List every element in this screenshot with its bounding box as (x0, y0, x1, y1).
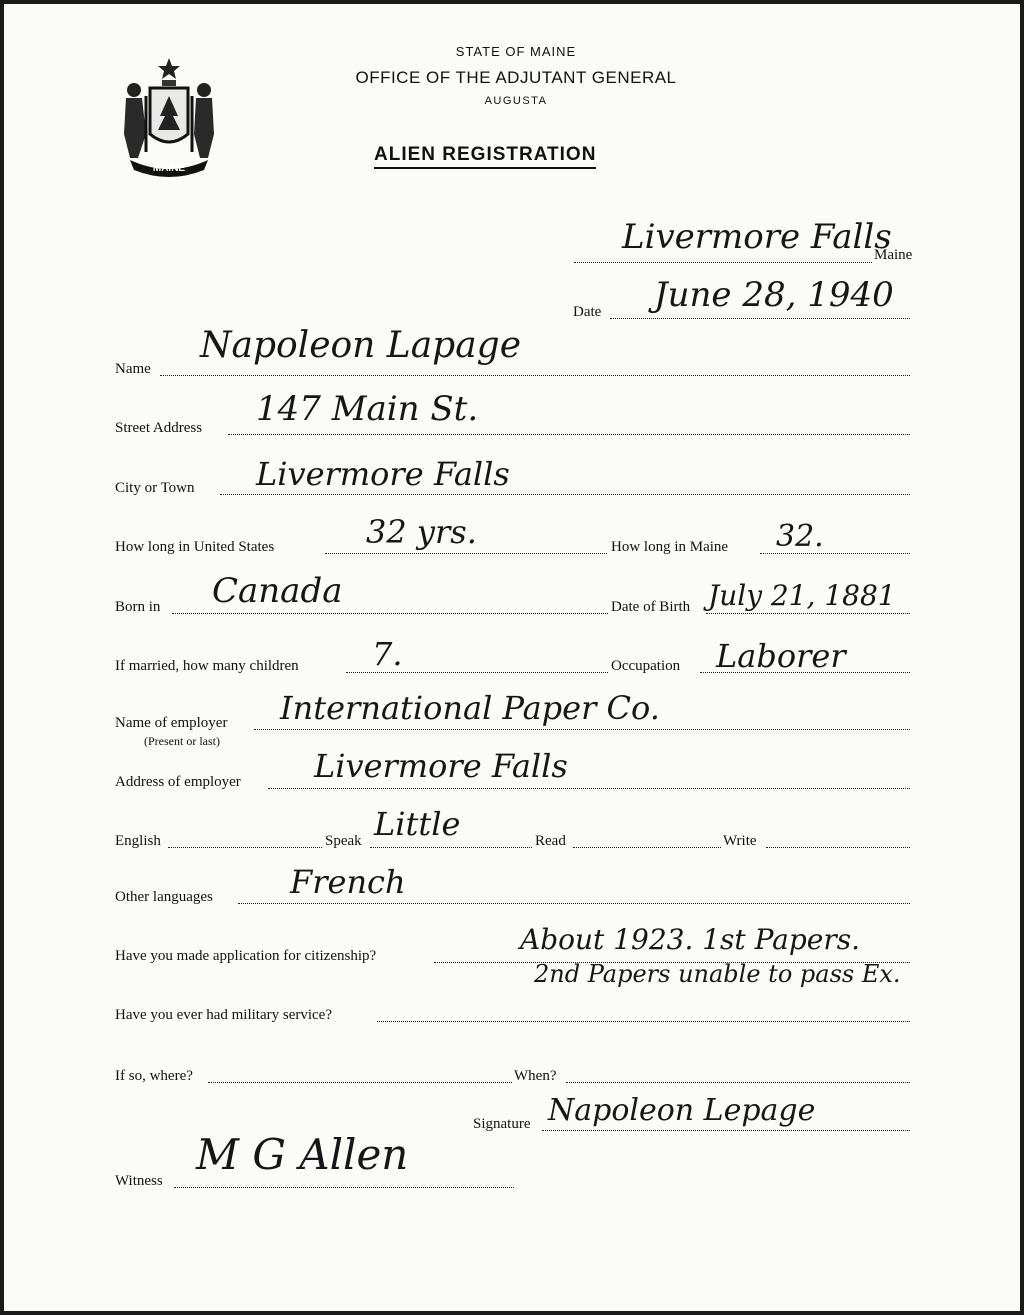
street-address-label: Street Address (115, 420, 203, 436)
when-line (566, 1082, 910, 1083)
seal-banner-text: MAINE (152, 163, 186, 174)
street-address-line (228, 434, 910, 435)
citizenship-value-line1[interactable]: About 1923. 1st Papers. (520, 923, 861, 956)
children-value[interactable]: 7. (372, 635, 403, 673)
where-line (208, 1082, 512, 1083)
date-of-birth-value[interactable]: July 21, 1881 (708, 579, 896, 612)
military-label: Have you ever had military service? (115, 1007, 332, 1023)
employer-address-value[interactable]: Livermore Falls (314, 747, 568, 785)
place-line (574, 262, 872, 263)
how-long-us-value[interactable]: 32 yrs. (366, 513, 477, 551)
name-value[interactable]: Napoleon Lapage (200, 325, 522, 366)
employer-sublabel: (Present or last) (144, 734, 220, 748)
born-in-label: Born in (115, 599, 161, 615)
military-line (377, 1021, 910, 1022)
name-line (160, 375, 910, 376)
read-label: Read (535, 833, 566, 849)
employer-address-line (268, 788, 910, 789)
place-value[interactable]: Livermore Falls (622, 217, 892, 257)
born-in-value[interactable]: Canada (212, 571, 343, 611)
other-languages-value[interactable]: French (290, 863, 406, 901)
speak-value[interactable]: Little (374, 805, 461, 843)
witness-value[interactable]: M G Allen (196, 1130, 409, 1179)
city-label: City or Town (115, 480, 195, 496)
how-long-us-line (325, 553, 607, 554)
other-languages-label: Other languages (115, 889, 213, 905)
read-line (573, 847, 721, 848)
signature-value[interactable]: Napoleon Lepage (548, 1093, 816, 1128)
english-label: English (115, 833, 161, 849)
date-line (610, 318, 910, 319)
when-label: When? (514, 1068, 557, 1084)
children-label: If married, how many children (115, 658, 299, 674)
how-long-maine-value[interactable]: 32. (776, 519, 824, 554)
header-office: OFFICE OF THE ADJUTANT GENERAL (355, 68, 677, 87)
citizenship-label: Have you made application for citizenship? (115, 948, 377, 964)
street-address-value[interactable]: 147 Main St. (256, 389, 479, 429)
occupation-value[interactable]: Laborer (716, 637, 846, 675)
other-languages-line (238, 903, 910, 904)
witness-label: Witness (115, 1173, 163, 1189)
employer-line (254, 729, 910, 730)
how-long-maine-label: How long in Maine (611, 539, 729, 555)
born-in-line (172, 613, 608, 614)
date-of-birth-label: Date of Birth (611, 599, 691, 615)
employer-value[interactable]: International Paper Co. (280, 689, 660, 727)
write-line (766, 847, 910, 848)
signature-label: Signature (473, 1116, 531, 1132)
date-label: Date (573, 304, 602, 320)
write-label: Write (723, 833, 757, 849)
header-state: STATE OF MAINE (455, 44, 577, 59)
city-line (220, 494, 910, 495)
employer-label: Name of employer (115, 715, 228, 731)
employer-address-label: Address of employer (115, 774, 241, 790)
name-label: Name (115, 361, 151, 377)
date-of-birth-line (706, 613, 910, 614)
city-value[interactable]: Livermore Falls (256, 455, 510, 493)
citizenship-value-line2[interactable]: 2nd Papers unable to pass Ex. (534, 960, 901, 988)
form-title: ALIEN REGISTRATION (374, 144, 596, 169)
speak-line (370, 847, 532, 848)
where-label: If so, where? (115, 1068, 193, 1084)
place-suffix: Maine (874, 247, 913, 263)
speak-label: Speak (325, 833, 362, 849)
signature-line (542, 1130, 910, 1131)
witness-line (174, 1187, 514, 1188)
header-city: AUGUSTA (484, 95, 548, 107)
occupation-label: Occupation (611, 658, 681, 674)
how-long-us-label: How long in United States (115, 539, 275, 555)
date-value[interactable]: June 28, 1940 (654, 275, 894, 315)
english-line (168, 847, 322, 848)
